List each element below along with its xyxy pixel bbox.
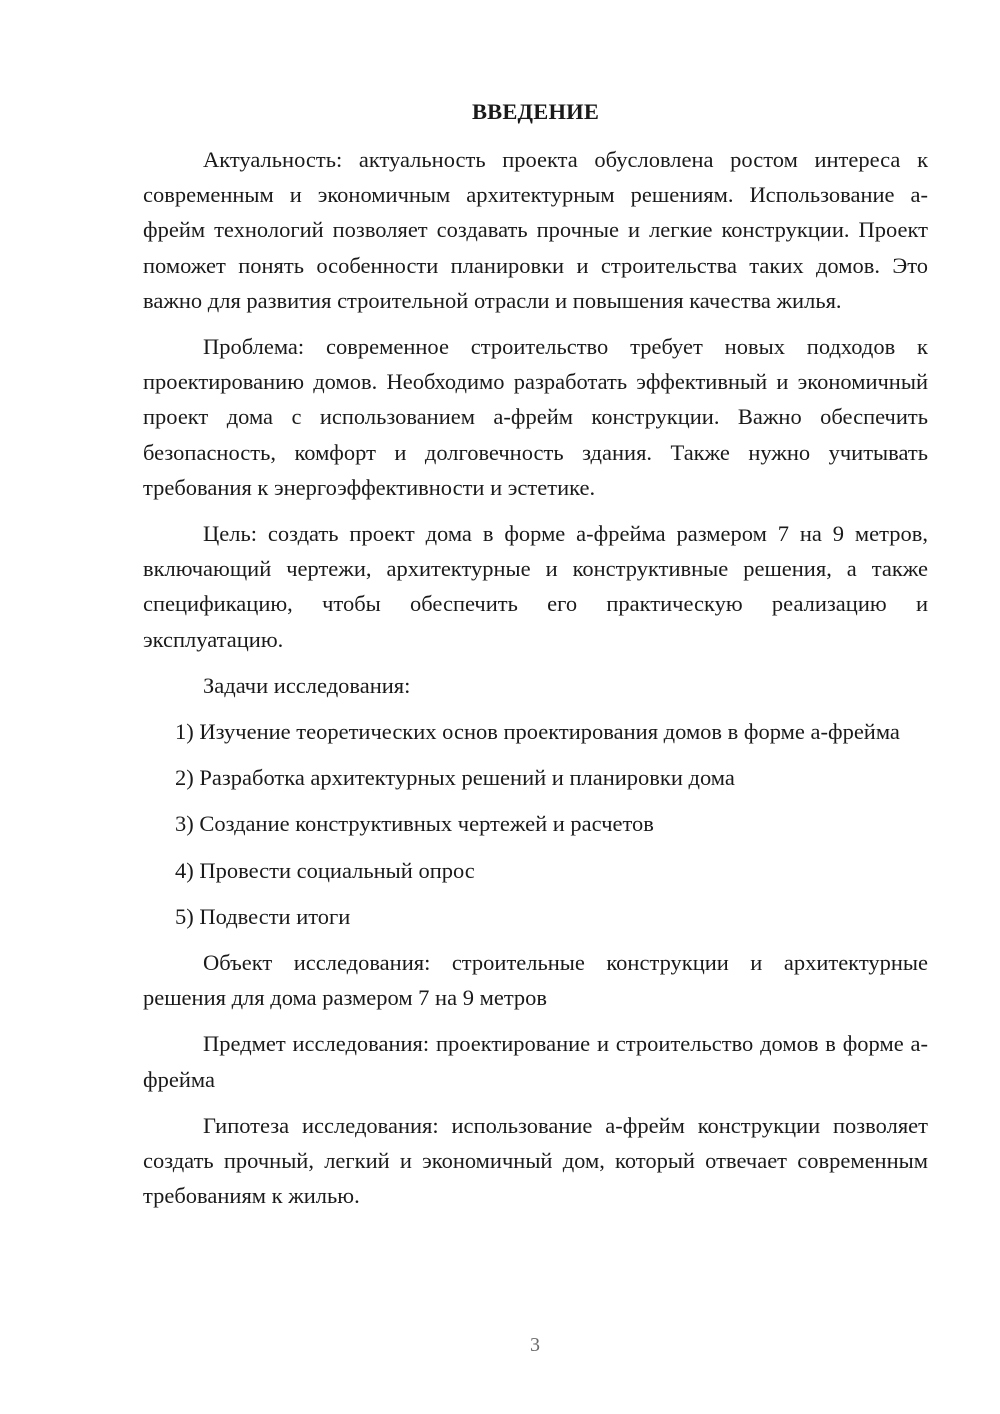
paragraph-object: Объект исследования: строительные конструкции и архитектурные решения для дома размером 7 на 9 метров: [143, 950, 928, 1011]
task-item-4: 4) Провести социальный опрос: [175, 857, 475, 883]
paragraph-subject: Предмет исследования: проектирование и строительство домов в форме а-фрейма: [143, 1031, 928, 1092]
paragraph-goal: Цель: создать проект дома в форме а-фрейма размером 7 на 9 метров, включающий чертежи, архитектурные и конструктивные решения, а также спецификацию, чтобы обеспечить его практическую реализацию и эксплуатацию.: [143, 521, 928, 652]
page-number: 3: [530, 1334, 540, 1356]
paragraph-tasks-heading: Задачи исследования:: [203, 672, 411, 698]
paragraph-problem: Проблема: современное строительство требует новых подходов к проектированию домов. Необходимо разработать эффективный и экономичный проект дома с использованием а-фрейм конструкции. Важно обеспечить безопасность, комфорт и долговечность здания. Также нужно учитывать требования к энергоэффективности и эстетике.: [143, 334, 928, 500]
task-item-1: 1) Изучение теоретических основ проектирования домов в форме а-фрейма: [175, 719, 900, 745]
task-item-5: 5) Подвести итоги: [175, 903, 351, 929]
task-item-2: 2) Разработка архитектурных решений и планировки дома: [175, 765, 735, 791]
document-body: [143, 142, 928, 1224]
task-item-3: 3) Создание конструктивных чертежей и расчетов: [175, 811, 654, 837]
paragraph-relevance: Актуальность: актуальность проекта обусловлена ростом интереса к современным и экономичным архитектурным решениям. Использование а-фрейм технологий позволяет создавать прочные и легкие конструкции. Проект поможет понять особенности планировки и строительства таких домов. Это важно для развития строительной отрасли и повышения качества жилья.: [143, 147, 928, 313]
page-title: ВВЕДЕНИЕ: [471, 99, 600, 124]
paragraph-hypothesis: Гипотеза исследования: использование а-фрейм конструкции позволяет создать прочный, легкий и экономичный дом, который отвечает современным требованиям к жилью.: [143, 1112, 928, 1209]
